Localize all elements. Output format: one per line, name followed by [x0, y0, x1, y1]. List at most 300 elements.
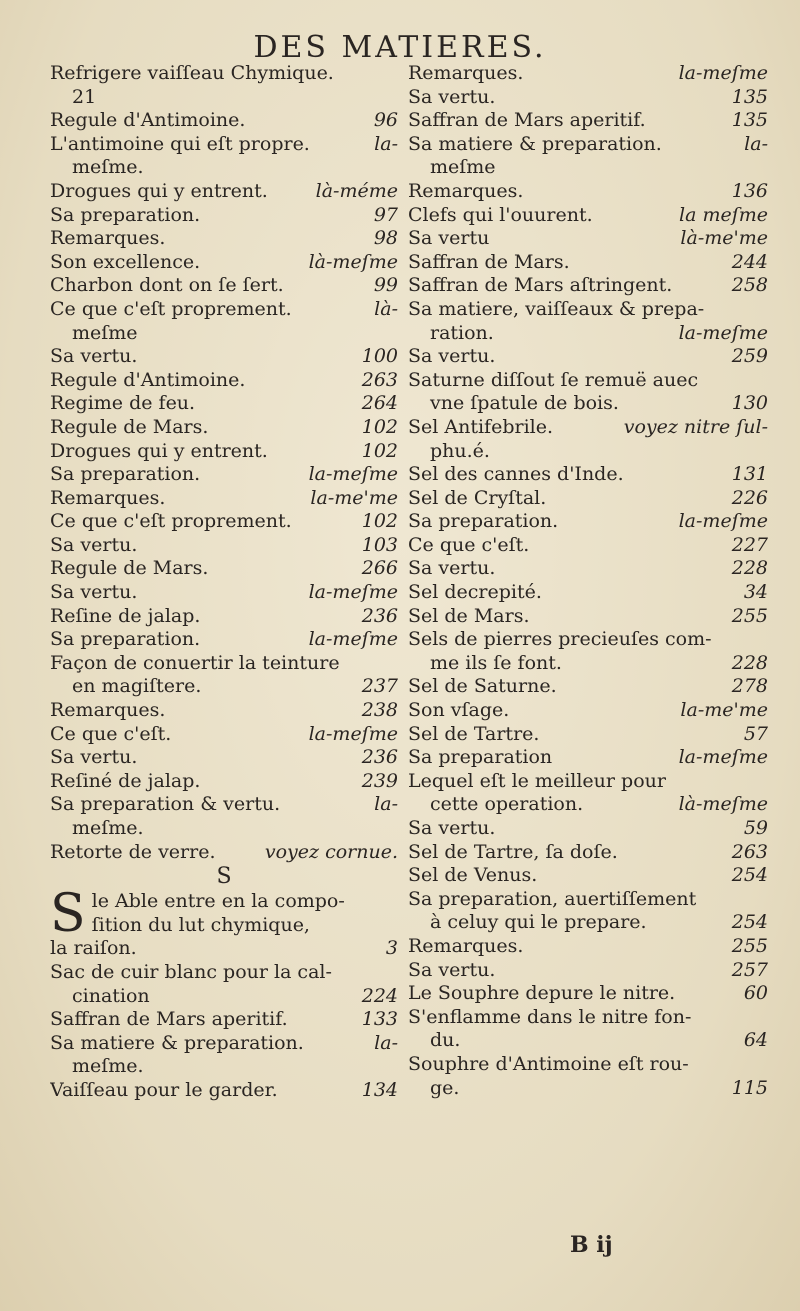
entry-line — [408, 581, 768, 605]
left-column — [50, 62, 398, 1103]
index-entry — [408, 274, 768, 298]
entry-continuation — [408, 652, 768, 676]
entry-text: la raiſon. — [50, 937, 137, 960]
index-entry — [50, 581, 398, 605]
entry-page: 255 — [731, 604, 768, 627]
entry-page: là-me'me — [680, 227, 768, 250]
index-entry — [50, 227, 398, 251]
entry-line — [408, 1006, 768, 1030]
entry-text: Ce que c'eſt proprement. — [50, 510, 292, 533]
index-entry — [408, 959, 768, 983]
entry-text: Sel des cannes d'Inde. — [408, 463, 624, 486]
index-entry — [50, 345, 398, 369]
dropcap-line — [50, 937, 398, 961]
entry-text: Remarques. — [408, 934, 524, 957]
entry-continuation — [408, 440, 768, 464]
index-entry — [50, 841, 398, 865]
entry-line — [408, 251, 768, 275]
index-entry — [50, 1079, 398, 1103]
entry-page: la-meſme — [308, 463, 398, 486]
entry-text: Sa preparation. — [50, 463, 201, 486]
entry-page: voyez cornue. — [264, 840, 398, 863]
entry-text: Reſiné de jalap. — [50, 769, 201, 792]
index-entry — [408, 180, 768, 204]
entry-text: Le Souphre depure le nitre. — [408, 982, 676, 1005]
entry-text: Sa preparation, auertiſſement — [408, 887, 697, 910]
entry-line — [50, 534, 398, 558]
index-entry — [408, 841, 768, 865]
entry-page: 136 — [731, 179, 768, 202]
index-entry — [408, 581, 768, 605]
entry-text: Sel decrepité. — [408, 581, 542, 604]
entry-page: 226 — [731, 486, 768, 509]
entry-page: 254 — [731, 864, 768, 887]
index-entry — [50, 1008, 398, 1032]
continuation-text: à celuy qui le prepare. — [430, 911, 647, 934]
index-entry — [50, 463, 398, 487]
entry-line — [50, 581, 398, 605]
entry-line — [50, 369, 398, 393]
entry-line — [408, 109, 768, 133]
entry-line — [408, 510, 768, 534]
entry-text: Son vſage. — [408, 699, 510, 722]
index-entry — [50, 180, 398, 204]
entry-page: 244 — [731, 250, 768, 273]
continuation-text: me ils ſe font. — [430, 651, 562, 674]
continuation-text: ge. — [430, 1076, 460, 1099]
entry-page: 98 — [373, 227, 398, 250]
index-entry — [408, 227, 768, 251]
entry-page: là-méme — [315, 179, 398, 202]
entry-text: Sel de Cryſtal. — [408, 486, 547, 509]
entry-page: 100 — [361, 345, 398, 368]
continuation-text: meſme. — [72, 156, 144, 179]
entry-line — [50, 557, 398, 581]
continuation-text: du. — [430, 1029, 461, 1052]
entry-text: Vaiſſeau pour le garder. — [50, 1078, 278, 1101]
entry-text: Souphre d'Antimoine eſt rou- — [408, 1052, 689, 1075]
entry-text: Drogues qui y entrent. — [50, 439, 268, 462]
continuation-page — [762, 156, 768, 180]
entry-text: Lequel eſt le meilleur pour — [408, 769, 666, 792]
entry-line — [408, 675, 768, 699]
continuation-page — [392, 1055, 398, 1079]
continuation-text: vne ſpatule de bois. — [430, 392, 619, 415]
entry-line — [50, 62, 398, 86]
index-entry — [50, 793, 398, 840]
entry-text: Remarques. — [50, 227, 166, 250]
entry-line — [408, 274, 768, 298]
entry-line — [50, 699, 398, 723]
entry-line — [50, 1032, 398, 1056]
entry-line — [408, 841, 768, 865]
index-entry — [50, 251, 398, 275]
entry-line — [50, 487, 398, 511]
entry-page: 102 — [361, 510, 398, 533]
entry-text: Sel de Mars. — [408, 604, 530, 627]
entry-text: Drogues qui y entrent. — [50, 179, 268, 202]
entry-page: voyez nitre ſul- — [623, 415, 768, 438]
entry-page: 57 — [743, 722, 768, 745]
index-entry — [408, 628, 768, 675]
entry-line — [408, 298, 768, 322]
index-entry — [408, 369, 768, 416]
entry-line — [408, 345, 768, 369]
entry-line — [50, 251, 398, 275]
index-entry — [50, 746, 398, 770]
entry-page: 263 — [361, 368, 398, 391]
index-entry — [408, 699, 768, 723]
entry-page: là-meſme — [308, 250, 398, 273]
entry-text: Sa preparation. — [408, 510, 559, 533]
index-entry — [50, 440, 398, 464]
entry-text: Remarques. — [50, 699, 166, 722]
entry-text: Saturne diſſout ſe remuë auec — [408, 368, 699, 391]
entry-text: Remarques. — [50, 486, 166, 509]
entry-text: Sa preparation. — [50, 203, 201, 226]
entry-page: 99 — [373, 274, 398, 297]
entry-line — [408, 369, 768, 393]
entry-page: 59 — [743, 817, 768, 839]
entry-page: la-meſme — [678, 62, 768, 84]
entry-text: Clefs qui l'ouurent. — [408, 203, 593, 226]
entry-text: L'antimoine qui eſt propre. — [50, 132, 310, 155]
entry-text: Sa vertu. — [408, 958, 496, 981]
continuation-page — [392, 817, 398, 841]
entry-page: la-meſme — [308, 722, 398, 745]
entry-text: Sel de Saturne. — [408, 675, 557, 698]
entry-text: Sels de pierres precieuſes com- — [408, 628, 712, 651]
index-entry — [50, 416, 398, 440]
continuation-page — [392, 322, 398, 346]
continuation-page: 237 — [361, 675, 398, 698]
entry-page: 236 — [361, 746, 398, 769]
entry-line — [408, 770, 768, 794]
entry-page: là- — [374, 297, 398, 320]
continuation-text: cination — [72, 984, 150, 1007]
entry-line — [50, 227, 398, 251]
entry-line — [50, 416, 398, 440]
index-entry — [50, 699, 398, 723]
index-entry — [408, 605, 768, 629]
entry-line — [50, 392, 398, 416]
index-entry — [50, 628, 398, 652]
index-entry — [408, 204, 768, 228]
entry-line — [408, 982, 768, 1006]
continuation-page — [392, 86, 398, 110]
index-entry — [408, 86, 768, 110]
entry-page: 227 — [731, 533, 768, 556]
continuation-page: 224 — [361, 984, 398, 1007]
entry-continuation — [50, 675, 398, 699]
entry-text: Sa preparation. — [50, 628, 201, 651]
entry-line — [408, 204, 768, 228]
entry-continuation — [408, 1077, 768, 1101]
index-entry — [408, 62, 768, 86]
entry-page: 102 — [361, 439, 398, 462]
entry-page: 96 — [373, 109, 398, 132]
entry-text: Sel de Tartre, ſa doſe. — [408, 840, 618, 863]
entry-page: 266 — [361, 557, 398, 580]
right-column — [408, 62, 768, 1100]
entry-text: Remarques. — [408, 179, 524, 202]
entry-page: 258 — [731, 274, 768, 297]
entry-text: Son excellence. — [50, 250, 201, 273]
entry-text: Regule d'Antimoine. — [50, 109, 246, 132]
entry-line — [50, 109, 398, 133]
entry-text: Sa vertu — [408, 227, 490, 250]
dropcap-letter: S — [50, 884, 86, 945]
index-entry — [408, 723, 768, 747]
index-entry — [408, 487, 768, 511]
entry-text: Ce que c'eſt. — [50, 722, 172, 745]
entry-continuation — [50, 156, 398, 180]
entry-text: Façon de conuertir la teinture — [50, 651, 340, 674]
continuation-text: cette operation. — [430, 793, 584, 816]
index-entry — [408, 345, 768, 369]
continuation-text: phu.é. — [430, 439, 490, 462]
index-entry — [408, 251, 768, 275]
entry-text: Sa vertu. — [50, 345, 138, 368]
continuation-page: là-meſme — [678, 793, 768, 816]
entry-page: 228 — [731, 557, 768, 580]
entry-line — [408, 416, 768, 440]
entry-text: Regime de feu. — [50, 392, 196, 415]
continuation-text: meſme — [430, 156, 496, 179]
entry-line — [408, 62, 768, 86]
entry-line — [408, 86, 768, 110]
index-entry — [50, 133, 398, 180]
entry-line — [408, 628, 768, 652]
entry-text: Sa vertu. — [408, 557, 496, 580]
entry-line — [408, 227, 768, 251]
entry-text: Saffran de Mars aperitif. — [408, 109, 646, 132]
entry-page: la-meſme — [308, 628, 398, 651]
continuation-text: ration. — [430, 321, 494, 344]
entry-text: Ce que c'eſt proprement. — [50, 297, 292, 320]
entry-text: Sel de Tartre. — [408, 722, 540, 745]
index-entry — [408, 770, 768, 817]
index-entry — [50, 274, 398, 298]
continuation-page — [392, 156, 398, 180]
entry-page: 102 — [361, 415, 398, 438]
entry-text: Refrigere vaiſſeau Chymique. — [50, 62, 334, 84]
index-entry — [408, 557, 768, 581]
entry-line — [408, 1053, 768, 1077]
entry-page: 135 — [731, 85, 768, 108]
entry-text: Saffran de Mars aperitif. — [50, 1008, 288, 1031]
entry-text: Sa vertu. — [408, 817, 496, 839]
entry-text: Sa matiere & preparation. — [408, 132, 662, 155]
entry-line — [50, 133, 398, 157]
entry-continuation — [50, 817, 398, 841]
entry-text: Regule de Mars. — [50, 415, 209, 438]
continuation-page: 115 — [731, 1076, 768, 1099]
entry-text: Reſine de jalap. — [50, 604, 201, 627]
entry-page: la- — [374, 793, 398, 816]
index-entry — [408, 133, 768, 180]
index-entry — [50, 487, 398, 511]
entry-continuation — [50, 322, 398, 346]
index-entry — [50, 510, 398, 534]
entry-page: 278 — [731, 675, 768, 698]
entry-line — [408, 133, 768, 157]
index-entry — [408, 109, 768, 133]
continuation-text: meſme — [72, 321, 138, 344]
entry-line — [408, 723, 768, 747]
entry-line — [50, 180, 398, 204]
entry-continuation — [408, 322, 768, 346]
index-entry — [408, 935, 768, 959]
entry-page: la-meſme — [308, 581, 398, 604]
entry-text: Ce que c'eſt. — [408, 533, 530, 556]
entry-line — [408, 487, 768, 511]
signature-mark: B ij — [570, 1232, 613, 1258]
index-entry — [408, 817, 768, 841]
entry-text: Sac de cuir blanc pour la cal- — [50, 960, 332, 983]
entry-text: Saffran de Mars. — [408, 250, 570, 273]
entry-line — [50, 841, 398, 865]
entry-line — [50, 463, 398, 487]
index-entry — [50, 62, 398, 109]
entry-line — [50, 274, 398, 298]
entry-page: 238 — [361, 699, 398, 722]
entry-page: 135 — [731, 109, 768, 132]
continuation-page: la-meſme — [678, 321, 768, 344]
continuation-page: 130 — [731, 392, 768, 415]
entry-text: Sa vertu. — [50, 533, 138, 556]
entry-continuation — [50, 86, 398, 110]
dropcap-entry — [50, 884, 398, 961]
index-entry — [50, 1032, 398, 1079]
entry-line — [408, 817, 768, 841]
entry-line — [408, 180, 768, 204]
continuation-text: en magiſtere. — [72, 675, 202, 698]
index-entry — [50, 961, 398, 1008]
entry-page: 34 — [743, 581, 768, 604]
entry-line — [50, 770, 398, 794]
entry-page: la-meſme — [678, 510, 768, 533]
index-entry — [50, 723, 398, 747]
entry-line — [50, 746, 398, 770]
entry-text: Charbon dont on ſe ſert. — [50, 274, 284, 297]
page-header: DES MATIERES. — [253, 30, 547, 65]
entry-text: Sel de Venus. — [408, 864, 538, 887]
entry-line — [50, 652, 398, 676]
index-entry — [50, 652, 398, 699]
entry-page: 3 — [385, 937, 398, 960]
index-entry — [408, 510, 768, 534]
entry-line — [50, 723, 398, 747]
entry-continuation — [408, 392, 768, 416]
entry-page: la-me'me — [680, 699, 768, 722]
entry-line — [50, 298, 398, 322]
entry-text: Sa vertu. — [50, 746, 138, 769]
entry-text: Sa vertu. — [408, 85, 496, 108]
entry-line — [50, 204, 398, 228]
continuation-page: 64 — [743, 1029, 768, 1052]
index-entry — [408, 982, 768, 1006]
entry-line — [408, 699, 768, 723]
index-entry — [408, 534, 768, 558]
entry-text: Sa matiere, vaiſſeaux & prepa- — [408, 297, 705, 320]
index-entry — [408, 416, 768, 463]
entry-page: la-meſme — [678, 746, 768, 769]
entry-continuation — [408, 156, 768, 180]
entry-page: 103 — [361, 533, 398, 556]
index-entry — [50, 605, 398, 629]
entry-text: Saffran de Mars aſtringent. — [408, 274, 673, 297]
entry-line — [408, 888, 768, 912]
entry-page: 264 — [361, 392, 398, 415]
continuation-text: meſme. — [72, 817, 144, 839]
entry-text: S'enflamme dans le nitre fon- — [408, 1005, 692, 1028]
continuation-page — [762, 440, 768, 464]
entry-page: la- — [744, 132, 768, 155]
entry-page: la- — [374, 132, 398, 155]
entry-text: Sel Antifebrile. — [408, 415, 554, 438]
entry-page: 259 — [731, 345, 768, 368]
entry-continuation — [408, 911, 768, 935]
section-letter: S — [216, 864, 232, 890]
entry-continuation — [408, 793, 768, 817]
entry-page: 255 — [731, 934, 768, 957]
entry-page: 239 — [361, 769, 398, 792]
entry-page: 257 — [731, 958, 768, 981]
entry-line — [408, 746, 768, 770]
entry-line — [408, 959, 768, 983]
entry-text: Sa preparation & vertu. — [50, 793, 281, 816]
entry-line — [50, 605, 398, 629]
entry-line — [408, 463, 768, 487]
index-entry — [408, 1006, 768, 1053]
index-entry — [408, 746, 768, 770]
entry-continuation — [50, 1055, 398, 1079]
entry-page: 134 — [361, 1078, 398, 1101]
entry-continuation — [50, 985, 398, 1009]
entry-line — [408, 605, 768, 629]
index-entry — [408, 675, 768, 699]
continuation-page: 228 — [731, 651, 768, 674]
index-entry — [50, 557, 398, 581]
entry-text: Regule d'Antimoine. — [50, 368, 246, 391]
index-entry — [50, 392, 398, 416]
continuation-page: 254 — [731, 911, 768, 934]
entry-page: la-me'me — [310, 486, 398, 509]
entry-page: 60 — [743, 982, 768, 1005]
entry-text: Regule de Mars. — [50, 557, 209, 580]
index-entry — [408, 298, 768, 345]
entry-line — [50, 440, 398, 464]
entry-line — [50, 628, 398, 652]
entry-line — [50, 961, 398, 985]
entry-line — [408, 935, 768, 959]
entry-line — [50, 793, 398, 817]
index-entry — [50, 204, 398, 228]
entry-page: la meſme — [679, 203, 768, 226]
entry-text: Sa vertu. — [50, 581, 138, 604]
continuation-text: 21 — [72, 85, 97, 108]
entry-text: Sa vertu. — [408, 345, 496, 368]
dropcap-line: le Able entre en la compo- — [91, 890, 345, 913]
entry-continuation — [408, 1029, 768, 1053]
index-entry — [50, 109, 398, 133]
entry-page: la- — [374, 1031, 398, 1054]
entry-page: 97 — [373, 203, 398, 226]
index-entry — [50, 770, 398, 794]
entry-page: 131 — [731, 463, 768, 486]
index-entry — [50, 298, 398, 345]
